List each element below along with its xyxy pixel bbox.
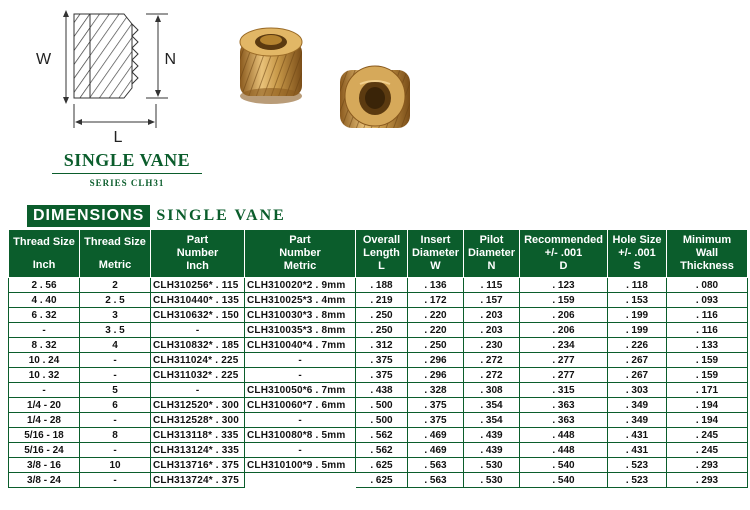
column-header-line: Thickness (680, 260, 734, 272)
table-cell: - (80, 473, 151, 488)
column-header (245, 230, 356, 278)
table-row (9, 398, 748, 413)
column-header (80, 230, 151, 278)
column-header-line: D (559, 260, 568, 272)
table-row (9, 338, 748, 353)
column-header-line: W (430, 260, 441, 272)
table-cell: - (245, 368, 356, 383)
table-cell: . 500 (356, 413, 408, 428)
table-cell: . 203 (464, 323, 520, 338)
table-cell: . 203 (464, 308, 520, 323)
column-header (408, 230, 464, 278)
table-cell: . 354 (464, 413, 520, 428)
table-cell: . 159 (520, 293, 608, 308)
table-row (9, 413, 748, 428)
heading-rule (52, 173, 202, 174)
table-cell: . 220 (408, 308, 464, 323)
column-header-line: Metric (98, 258, 132, 271)
column-header-line: Overall (362, 234, 401, 246)
table-cell: . 116 (667, 308, 748, 323)
table-cell: CLH312520* . 300 (151, 398, 245, 413)
table-cell: 1/4 - 20 (9, 398, 80, 413)
table-cell: - (80, 443, 151, 458)
table-cell: 2 . 56 (9, 278, 80, 293)
table-body (9, 278, 748, 488)
dimensions-banner (27, 206, 286, 226)
table-cell: . 439 (464, 443, 520, 458)
table-cell: . 523 (608, 458, 667, 473)
table-cell: - (151, 383, 245, 398)
column-header (9, 230, 80, 278)
table-cell: . 349 (608, 398, 667, 413)
table-cell: . 469 (408, 428, 464, 443)
table-cell: . 500 (356, 398, 408, 413)
table-cell: CLH313716* . 375 (151, 458, 245, 473)
column-header (151, 230, 245, 278)
table-cell: 8 (80, 428, 151, 443)
n-label: N (164, 51, 176, 68)
header-area (0, 0, 750, 200)
column-header (667, 230, 748, 278)
table-cell: . 328 (408, 383, 464, 398)
column-header (356, 230, 408, 278)
table-cell: . 375 (356, 353, 408, 368)
table-cell: . 293 (667, 473, 748, 488)
table-header-row (9, 230, 748, 278)
table-cell: . 530 (464, 458, 520, 473)
table-cell: . 315 (520, 383, 608, 398)
table-cell: 5/16 - 24 (9, 443, 80, 458)
column-header-line: Length (363, 247, 400, 259)
column-header (464, 230, 520, 278)
table-cell: CLH310030*3 . 8mm (245, 308, 356, 323)
table-cell: . 375 (408, 398, 464, 413)
table-row (9, 293, 748, 308)
table-cell: . 563 (408, 473, 464, 488)
column-header-line: Diameter (411, 247, 460, 259)
table-cell: . 308 (464, 383, 520, 398)
table-cell: 10 . 32 (9, 368, 80, 383)
table-cell: . 562 (356, 443, 408, 458)
table-cell: . 118 (608, 278, 667, 293)
table-row (9, 323, 748, 338)
table-cell: . 438 (356, 383, 408, 398)
table-cell: CLH310020*2 . 9mm (245, 278, 356, 293)
dimensions-table (8, 229, 748, 488)
table-cell: . 363 (520, 413, 608, 428)
table-cell: . 375 (408, 413, 464, 428)
column-header-line: Number (176, 247, 219, 259)
table-cell: . 303 (608, 383, 667, 398)
table-cell: CLH310080*8 . 5mm (245, 428, 356, 443)
table-cell: . 530 (464, 473, 520, 488)
table-cell: . 363 (520, 398, 608, 413)
table-cell: CLH313124* . 335 (151, 443, 245, 458)
column-header-line: Insert (420, 234, 451, 246)
table-cell: . 245 (667, 443, 748, 458)
column-header-line: +/- .001 (544, 247, 583, 259)
table-cell: . 296 (408, 368, 464, 383)
column-header-line: Hole Size (612, 234, 662, 246)
table-cell: . 234 (520, 338, 608, 353)
table-cell (245, 473, 356, 488)
table-cell: . 206 (520, 308, 608, 323)
table-cell: . 277 (520, 368, 608, 383)
table-cell: . 540 (520, 458, 608, 473)
column-header-line: Inch (32, 258, 56, 271)
table-cell: . 448 (520, 428, 608, 443)
table-cell: CLH310050*6 . 7mm (245, 383, 356, 398)
table-cell: CLH310040*4 . 7mm (245, 338, 356, 353)
column-header-line: Minimum (682, 234, 732, 246)
table-cell: - (80, 353, 151, 368)
table-cell: . 219 (356, 293, 408, 308)
table-cell: . 115 (464, 278, 520, 293)
table-cell: - (9, 383, 80, 398)
column-header-line: Inch (186, 260, 209, 272)
table-cell: CLH310060*7 . 6mm (245, 398, 356, 413)
table-cell: 10 . 24 (9, 353, 80, 368)
table-cell: . 199 (608, 323, 667, 338)
table-cell: . 277 (520, 353, 608, 368)
l-label: L (113, 129, 123, 144)
table-cell: 3/8 - 24 (9, 473, 80, 488)
column-header-line: Thread Size (84, 235, 146, 248)
table-cell: 5/16 - 18 (9, 428, 80, 443)
table-cell: - (9, 323, 80, 338)
table-cell: . 093 (667, 293, 748, 308)
table-cell: . 230 (464, 338, 520, 353)
table-row (9, 278, 748, 293)
table-row (9, 458, 748, 473)
table-cell: . 296 (408, 353, 464, 368)
table-cell: . 157 (464, 293, 520, 308)
column-header-line: +/- .001 (618, 247, 656, 259)
table-cell: CLH310632* . 150 (151, 308, 245, 323)
dimensions-label: DIMENSIONS (27, 205, 150, 227)
table-cell: . 469 (408, 443, 464, 458)
table-cell: . 431 (608, 428, 667, 443)
table-cell: . 172 (408, 293, 464, 308)
table-cell: . 625 (356, 458, 408, 473)
table-cell: CLH310035*3 . 8mm (245, 323, 356, 338)
single-vane-label: SINGLE VANE (156, 207, 286, 224)
table-row (9, 428, 748, 443)
table-cell: . 250 (356, 308, 408, 323)
table-cell: . 375 (356, 368, 408, 383)
table-cell: . 199 (608, 308, 667, 323)
table-row (9, 473, 748, 488)
table-cell: - (151, 323, 245, 338)
table-cell: . 206 (520, 323, 608, 338)
column-header (520, 230, 608, 278)
table-cell: - (80, 368, 151, 383)
table-cell: 6 . 32 (9, 308, 80, 323)
column-header-line: Recommended (524, 234, 603, 246)
table-cell: . 123 (520, 278, 608, 293)
table-cell: CLH310100*9 . 5mm (245, 458, 356, 473)
table-cell: - (245, 413, 356, 428)
table-cell: 3 . 5 (80, 323, 151, 338)
table-cell: . 171 (667, 383, 748, 398)
column-header-line: Diameter (467, 247, 516, 259)
table-cell: 3 (80, 308, 151, 323)
column-header-line (81, 249, 149, 259)
table-cell: . 188 (356, 278, 408, 293)
table-cell: . 250 (356, 323, 408, 338)
table-row (9, 443, 748, 458)
table-cell: . 159 (667, 353, 748, 368)
table-cell: CLH313724* . 375 (151, 473, 245, 488)
table-cell: . 562 (356, 428, 408, 443)
table-cell: CLH313118* . 335 (151, 428, 245, 443)
column-header-line: L (378, 260, 385, 272)
column-header-line: Number (279, 247, 321, 259)
table-cell: 2 (80, 278, 151, 293)
table-row (9, 353, 748, 368)
insert-dimension-diagram (28, 4, 178, 144)
product-title: SINGLE VANE (63, 150, 191, 170)
table-cell: - (245, 353, 356, 368)
column-header (608, 230, 667, 278)
table-cell: . 267 (608, 368, 667, 383)
table-cell: . 080 (667, 278, 748, 293)
table-row (9, 383, 748, 398)
table-cell: . 245 (667, 428, 748, 443)
insert-right (340, 66, 410, 128)
table-cell: . 272 (464, 368, 520, 383)
table-cell: 1/4 - 28 (9, 413, 80, 428)
table-cell: 10 (80, 458, 151, 473)
table-cell: . 439 (464, 428, 520, 443)
table-cell: . 349 (608, 413, 667, 428)
table-cell: CLH310025*3 . 4mm (245, 293, 356, 308)
insert-left (240, 28, 302, 104)
table-cell: . 540 (520, 473, 608, 488)
table-cell: CLH310440* . 135 (151, 293, 245, 308)
column-header-line: Part (186, 234, 209, 246)
table-cell: . 354 (464, 398, 520, 413)
table-cell: . 267 (608, 353, 667, 368)
table-cell: 5 (80, 383, 151, 398)
table-cell: . 194 (667, 398, 748, 413)
table-cell: . 159 (667, 368, 748, 383)
table-cell: . 293 (667, 458, 748, 473)
table-cell: . 133 (667, 338, 748, 353)
table-cell: . 194 (667, 413, 748, 428)
table-cell: CLH311024* . 225 (151, 353, 245, 368)
table-cell: 3/8 - 16 (9, 458, 80, 473)
table-cell: - (80, 413, 151, 428)
column-header-line: Metric (283, 260, 317, 272)
table-cell: . 250 (408, 338, 464, 353)
table-cell: . 625 (356, 473, 408, 488)
table-cell: - (245, 443, 356, 458)
table-cell: . 220 (408, 323, 464, 338)
product-series: SERIES CLH31 (89, 178, 165, 188)
table-cell: CLH310832* . 185 (151, 338, 245, 353)
table-cell: 4 (80, 338, 151, 353)
table-cell: CLH312528* . 300 (151, 413, 245, 428)
table-cell: . 226 (608, 338, 667, 353)
column-header-line: Pilot (479, 234, 504, 246)
column-header-line: Wall (695, 247, 719, 259)
table-cell: . 272 (464, 353, 520, 368)
product-heading (52, 150, 202, 188)
table-cell: 4 . 40 (9, 293, 80, 308)
table-cell: . 563 (408, 458, 464, 473)
brass-inserts-photo (232, 18, 432, 148)
column-header-line: Thread Size (13, 235, 75, 248)
table-cell: . 312 (356, 338, 408, 353)
table-cell: . 136 (408, 278, 464, 293)
column-header-line: S (633, 260, 641, 272)
table-cell: . 523 (608, 473, 667, 488)
column-header-line: N (487, 260, 496, 272)
table-row (9, 308, 748, 323)
table-cell: . 153 (608, 293, 667, 308)
w-label: W (36, 51, 52, 68)
column-header-line (10, 249, 78, 259)
table-cell: 6 (80, 398, 151, 413)
table-cell: CLH311032* . 225 (151, 368, 245, 383)
table-cell: CLH310256* . 115 (151, 278, 245, 293)
table-cell: . 448 (520, 443, 608, 458)
table-cell: 8 . 32 (9, 338, 80, 353)
table-cell: . 431 (608, 443, 667, 458)
table-row (9, 368, 748, 383)
table-cell: . 116 (667, 323, 748, 338)
column-header-line: Part (289, 234, 311, 246)
table-cell: 2 . 5 (80, 293, 151, 308)
